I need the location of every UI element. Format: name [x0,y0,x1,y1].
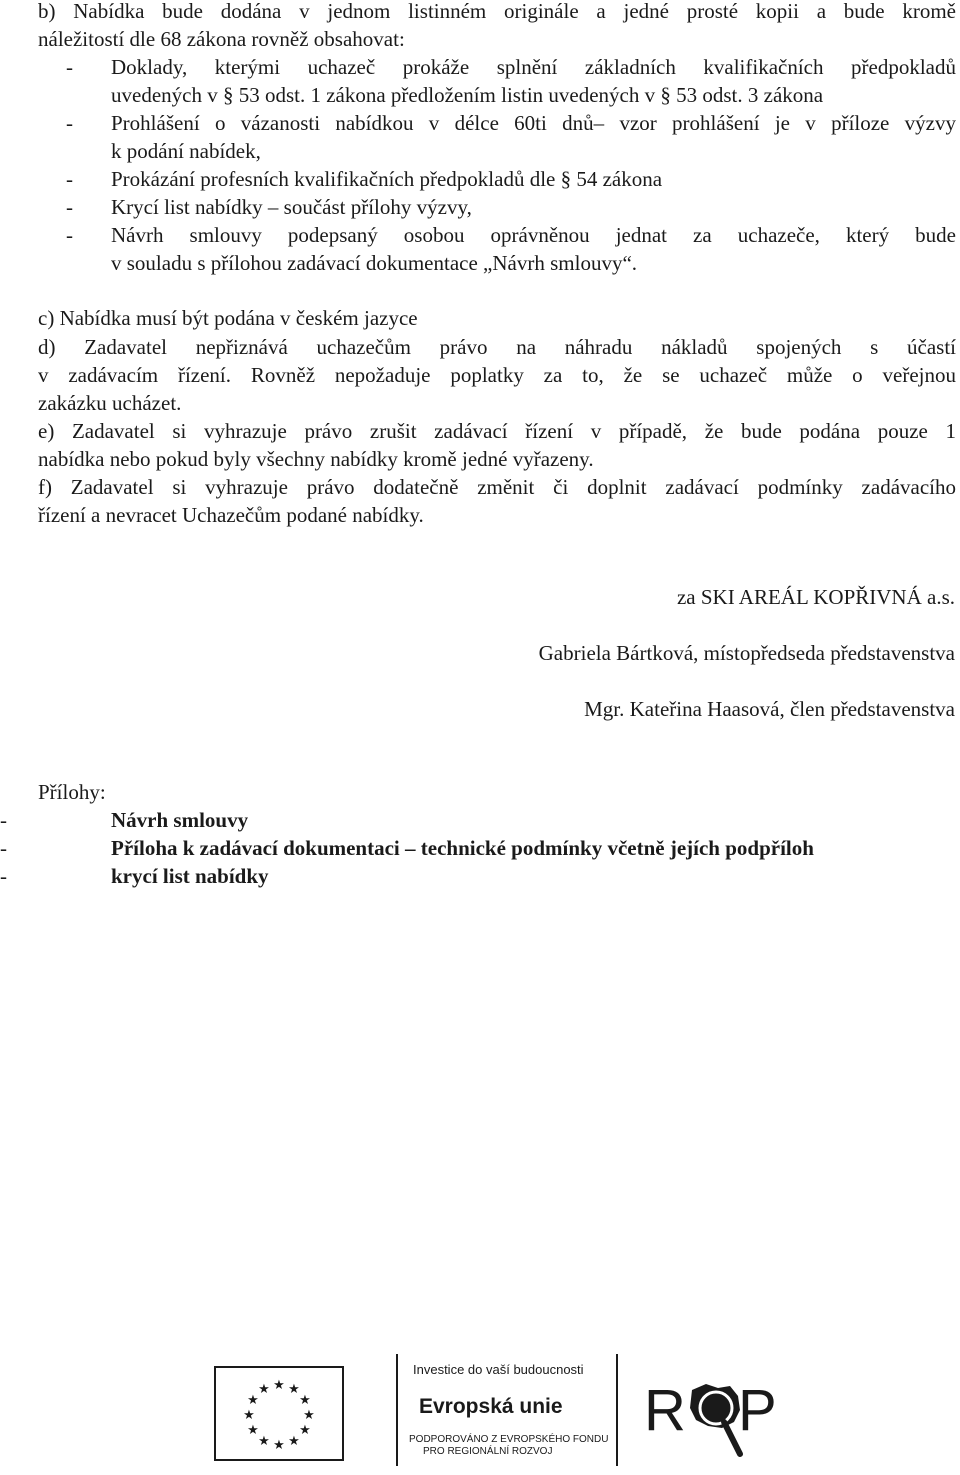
svg-text:★: ★ [258,1434,270,1449]
attachment-dash: - [0,808,7,832]
item-f-line2: řízení a nevracet Uchazečům podané nabídky. [38,503,424,527]
rop-letter-p: P [738,1378,777,1443]
bullet-5-line2: v souladu s přílohou zadávací dokumentace „Návrh smlouvy“. [111,251,638,275]
svg-text:★: ★ [273,1438,285,1453]
bullet-3-line1: Prokázání profesních kvalifikačních předpokladů dle § 54 zákona [111,167,663,191]
item-d-line3: zakázku ucházet. [38,391,182,415]
item-b-intro-line1: b) Nabídka bude dodána v jednom listinném originále a jedné prosté kopii a bude kromě [38,0,956,23]
item-b-intro-line2: náležitostí dle 68 zákona rovněž obsahovat: [38,27,405,51]
bullet-2-line2: k podání nabídek, [111,139,261,163]
bullet-dash: - [66,167,73,191]
bullet-dash: - [66,55,73,79]
svg-text:★: ★ [258,1382,270,1397]
footer-logos [0,1340,960,1469]
eu-slogan: Investice do vaší budoucnosti [413,1362,584,1377]
eu-name: Evropská unie [419,1395,563,1418]
rop-logo [644,1368,784,1468]
svg-text:★: ★ [299,1423,311,1438]
bullet-dash: - [66,111,73,135]
svg-text:★: ★ [243,1408,255,1423]
svg-text:★: ★ [303,1408,315,1423]
attachment-dash: - [0,864,7,888]
signature-signer-2: Mgr. Kateřina Haasová, člen představenstva [584,697,955,721]
item-e-line1: e) Zadavatel si vyhrazuje právo zrušit zadávací řízení v případě, že bude podána pouze 1 [38,419,956,443]
footer-divider [396,1354,398,1466]
item-d-line2: v zadávacím řízení. Rovněž nepožaduje poplatky za to, že se uchazeč může o veřejnou [38,363,956,387]
svg-text:★: ★ [273,1378,285,1393]
bullet-4-line1: Krycí list nabídky – součást přílohy výzvy, [111,195,472,219]
signature-company: za SKI AREÁL KOPŘIVNÁ a.s. [676,585,955,609]
bullet-1-line2: uvedených v § 53 odst. 1 zákona předložením listin uvedených v § 53 odst. 3 zákona [111,83,824,107]
eu-fund-line2: PRO REGIONÁLNÍ ROZVOJ [423,1446,553,1457]
signature-signer-1: Gabriela Bártková, místopředseda představenstva [538,641,955,665]
bullet-5-line1: Návrh smlouvy podepsaný osobou oprávněnou jednat za uchazeče, který bude [111,223,956,247]
svg-text:★: ★ [299,1393,311,1408]
rop-czech-map-magnifier-icon [644,1368,784,1468]
eu-stars-icon [216,1368,342,1459]
attachment-dash: - [0,836,7,860]
eu-fund-line1: PODPOROVÁNO Z EVROPSKÉHO FONDU [409,1434,609,1445]
attachment-item-2: Příloha k zadávací dokumentaci – technické podmínky včetně jejích podpříloh [111,836,814,860]
svg-text:★: ★ [288,1382,300,1397]
item-c: c) Nabídka musí být podána v českém jazyce [38,306,418,330]
attachments-heading: Přílohy: [38,780,106,804]
item-e-line2: nabídka nebo pokud byly všechny nabídky kromě jedné vyřazeny. [38,447,594,471]
item-d-line1: d) Zadavatel nepřiznává uchazečům právo na náhradu nákladů spojených s účastí [38,335,956,359]
rop-letter-r: R [644,1378,686,1443]
bullet-1-line1: Doklady, kterými uchazeč prokáže splnění základních kvalifikačních předpokladů [111,55,956,79]
svg-text:★: ★ [247,1393,259,1408]
svg-text:★: ★ [288,1434,300,1449]
item-f-line1: f) Zadavatel si vyhrazuje právo dodatečně změnit či doplnit zadávací podmínky zadávacího [38,475,956,499]
attachment-item-3: krycí list nabídky [111,864,269,888]
bullet-dash: - [66,223,73,247]
attachment-item-1: Návrh smlouvy [111,808,249,832]
bullet-dash: - [66,195,73,219]
eu-stars-flag-icon [214,1366,344,1461]
svg-text:★: ★ [247,1423,259,1438]
footer-divider [616,1354,618,1466]
bullet-2-line1: Prohlášení o vázanosti nabídkou v délce 60ti dnů– vzor prohlášení je v příloze výzvy [111,111,956,135]
